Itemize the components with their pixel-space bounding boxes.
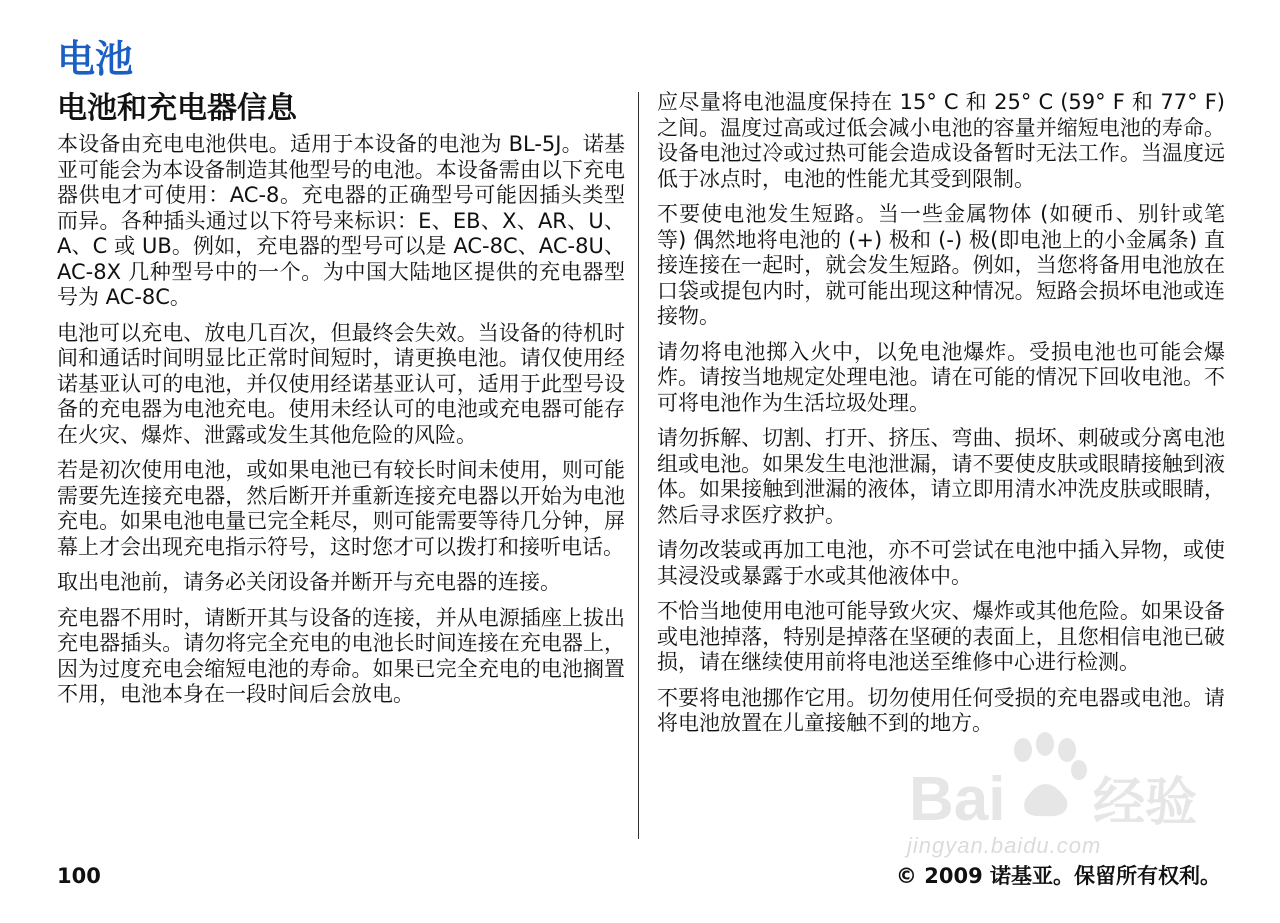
paragraph-charger-unplug: 充电器不用时，请断开其与设备的连接，并从电源插座上拔出充电器插头。请勿将完全充电的电池长时间连接在充电器上，因为过度充电会缩短电池的寿命。如果已完全充电的电池搁置不用，电池本身在一段时间后会放电。 [57, 605, 625, 706]
paragraph-fire-disposal: 请勿将电池掷入火中，以免电池爆炸。受损电池也可能会爆炸。请按当地规定处理电池。请在可能的情况下回收电池。不可将电池作为生活垃圾处理。 [657, 339, 1225, 415]
watermark-url: jingyan.baidu.com [907, 833, 1102, 858]
paragraph-charge-cycles: 电池可以充电、放电几百次，但最终会失效。当设备的待机时间和通话时间明显比正常时间短时，请更换电池。请仅使用经诺基亚认可的电池，并仅使用经诺基亚认可，适用于此型号设备的充电器为电池充电。使用未经认可的电池或充电器可能存在火灾、爆炸、泄露或发生其他危险的风险。 [57, 320, 625, 447]
paragraph-dismantle: 请勿拆解、切割、打开、挤压、弯曲、损坏、刺破或分离电池组或电池。如果发生电池泄漏，请不要使皮肤或眼睛接触到液体。如果接触到泄漏的液体，请立即用清水冲洗皮肤或眼睛，然后寻求医疗救护。 [657, 426, 1225, 527]
baidu-jingyan-watermark [905, 730, 1205, 870]
paragraph-battery-model: 本设备由充电电池供电。适用于本设备的电池为 BL-5J。诺基亚可能会为本设备制造其他型号的电池。本设备需由以下充电器供电才可使用：AC-8。充电器的正确型号可能因插头类型而异。各种插头通过以下符号来标识：E、EB、X、AR、U、A、C 或 UB。例如，充电器的型号可以是 AC-8C、AC-8U、AC-8X 几种型号中的一个。为中国大陆地区提供的充电器型号为 AC-8C。 [57, 132, 625, 309]
paragraph-remove-battery: 取出电池前，请务必关闭设备并断开与充电器的连接。 [57, 570, 561, 594]
paragraph-temperature: 应尽量将电池温度保持在 15° C 和 25° C (59° F 和 77° F) 之间。温度过高或过低会减小电池的容量并缩短电池的寿命。设备电池过冷或过热可能会造成设备暂时无法工作。当温度远低于冰点时，电池的性能尤其受到限制。 [657, 90, 1225, 191]
paragraph-first-use: 若是初次使用电池，或如果电池已有较长时间未使用，则可能需要先连接充电器，然后断开并重新连接充电器以开始为电池充电。如果电池电量已完全耗尽，则可能需要等待几分钟，屏幕上才会出现充电指示符号，这时您才可以拨打和接听电话。 [57, 458, 625, 559]
column-divider [638, 92, 639, 839]
subheading: 电池和充电器信息 [57, 91, 297, 126]
copyright-notice: © 2009 诺基亚。保留所有权利。 [895, 864, 1221, 888]
page-number: 100 [57, 864, 101, 888]
svg-text:经验: 经验 [1093, 773, 1198, 830]
paragraph-improper-use: 不恰当地使用电池可能导致火灾、爆炸或其他危险。如果设备或电池掉落，特别是掉落在坚硬的表面上，且您相信电池已破损，请在继续使用前将电池送至维修中心进行检测。 [657, 599, 1225, 674]
section-title: 电池 [57, 37, 134, 81]
paragraph-short-circuit: 不要使电池发生短路。当一些金属物体 (如硬币、别针或笔等) 偶然地将电池的 (+) 极和 (-) 极(即电池上的小金属条) 直接连接在一起时，就会发生短路。例如，当您将备用电池放在口袋或提包内时，就可能出现这种情况。短路会损坏电池或连接物。 [657, 202, 1225, 328]
left-column [57, 90, 625, 718]
right-column [657, 90, 1225, 747]
paragraph-modify: 请勿改装或再加工电池，亦不可尝试在电池中插入异物，或使其浸没或暴露于水或其他液体中。 [657, 538, 1225, 588]
paragraph-intended-use: 不要将电池挪作它用。切勿使用任何受损的充电器或电池。请将电池放置在儿童接触不到的地方。 [657, 685, 1225, 735]
svg-text:Bai: Bai [909, 765, 1006, 830]
